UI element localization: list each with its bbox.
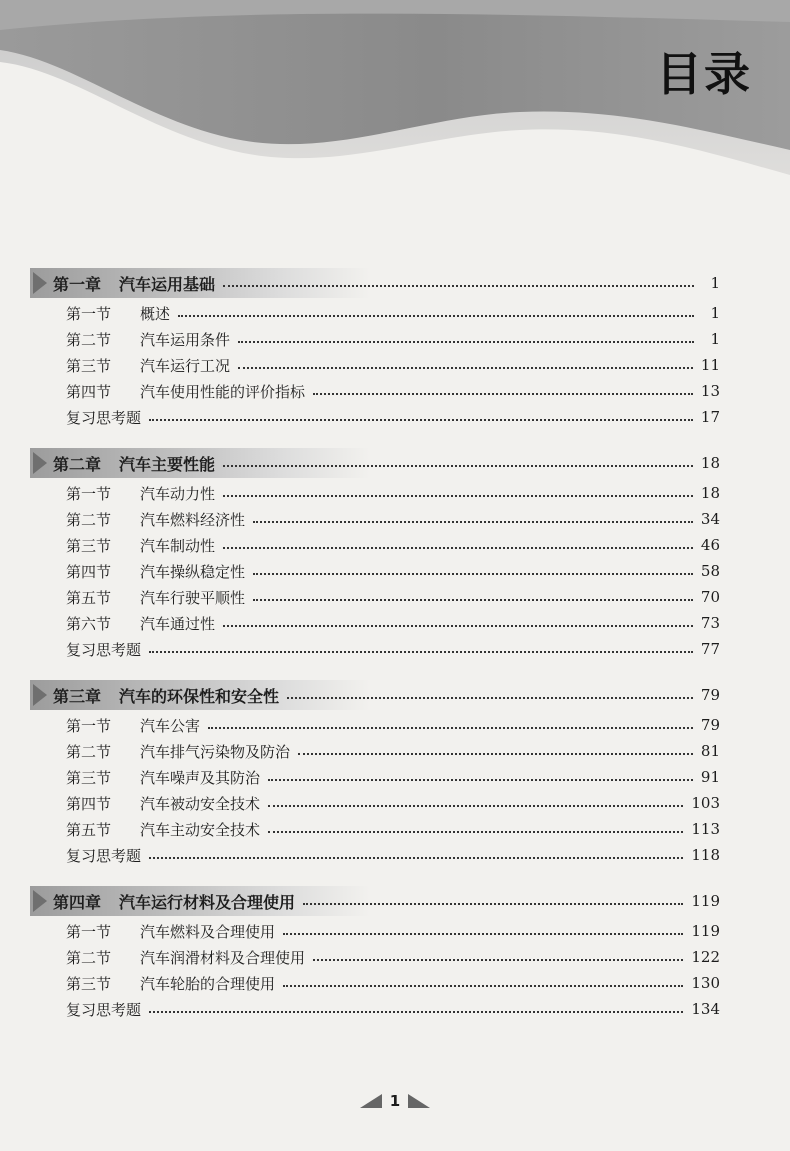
section-page-number: 1 — [710, 304, 720, 322]
review-questions-row — [66, 996, 720, 1022]
dot-leader — [287, 697, 693, 699]
chapter-number: 第二章 — [53, 454, 102, 474]
section-number: 第三节 — [66, 356, 112, 375]
section-number: 第一节 — [66, 304, 112, 323]
section-row — [66, 326, 720, 352]
section-number: 第二节 — [66, 948, 112, 967]
chapter-title: 汽车的环保性和安全性 — [119, 686, 280, 706]
dot-leader — [178, 315, 694, 317]
section-title: 汽车噪声及其防治 — [140, 768, 261, 787]
section-page-number: 70 — [700, 588, 720, 606]
chapter-heading-row — [30, 448, 720, 478]
dot-leader — [149, 857, 683, 859]
section-number: 第三节 — [66, 974, 112, 993]
section-title: 汽车运用条件 — [140, 330, 231, 349]
section-row — [66, 712, 720, 738]
chapter-arrow-icon — [33, 684, 47, 706]
section-page-number: 18 — [700, 484, 720, 502]
section-row — [66, 378, 720, 404]
section-row — [66, 790, 720, 816]
page-number: 1 — [389, 1092, 401, 1110]
section-list — [30, 918, 720, 1022]
section-page-number: 34 — [700, 510, 720, 528]
toc-chapter — [30, 886, 720, 1022]
section-number: 第三节 — [66, 536, 112, 555]
section-number: 第六节 — [66, 614, 112, 633]
section-row — [66, 970, 720, 996]
section-list — [30, 480, 720, 662]
review-page-number: 77 — [700, 640, 720, 658]
section-row — [66, 764, 720, 790]
section-page-number: 73 — [700, 614, 720, 632]
section-title: 汽车使用性能的评价指标 — [140, 382, 306, 401]
dot-leader — [238, 367, 693, 369]
section-number: 第三节 — [66, 768, 112, 787]
section-title: 汽车公害 — [140, 716, 201, 735]
section-number: 第四节 — [66, 382, 112, 401]
section-title: 汽车动力性 — [140, 484, 216, 503]
section-number: 第一节 — [66, 716, 112, 735]
section-page-number: 58 — [700, 562, 720, 580]
chapter-heading-row — [30, 680, 720, 710]
section-row — [66, 584, 720, 610]
dot-leader — [268, 779, 693, 781]
section-title: 汽车被动安全技术 — [140, 794, 261, 813]
review-questions-title: 复习思考题 — [66, 408, 142, 427]
section-page-number: 122 — [691, 948, 720, 966]
section-page-number: 103 — [691, 794, 720, 812]
dot-leader — [238, 341, 694, 343]
review-questions-row — [66, 404, 720, 430]
section-page-number: 11 — [700, 356, 720, 374]
dot-leader — [283, 933, 683, 935]
dot-leader — [313, 393, 693, 395]
chapter-page-number: 18 — [700, 454, 720, 472]
footer-left-triangle-icon — [360, 1094, 382, 1108]
dot-leader — [268, 805, 683, 807]
page-title: 目录 — [656, 47, 752, 101]
chapter-arrow-icon — [33, 452, 47, 474]
section-row — [66, 532, 720, 558]
dot-leader — [253, 599, 693, 601]
section-page-number: 113 — [691, 820, 720, 838]
section-number: 第四节 — [66, 562, 112, 581]
section-row — [66, 610, 720, 636]
dot-leader — [313, 959, 683, 961]
dot-leader — [223, 547, 693, 549]
review-page-number: 134 — [691, 1000, 720, 1018]
chapter-page-number: 1 — [710, 274, 720, 292]
section-number: 第五节 — [66, 588, 112, 607]
toc-chapter — [30, 680, 720, 868]
section-row — [66, 944, 720, 970]
section-title: 汽车主动安全技术 — [140, 820, 261, 839]
section-title: 汽车通过性 — [140, 614, 216, 633]
chapter-page-number: 79 — [700, 686, 720, 704]
dot-leader — [283, 985, 683, 987]
dot-leader — [268, 831, 683, 833]
section-number: 第五节 — [66, 820, 112, 839]
toc-chapter — [30, 268, 720, 430]
section-page-number: 81 — [700, 742, 720, 760]
review-questions-row — [66, 842, 720, 868]
dot-leader — [223, 465, 693, 467]
dot-leader — [253, 521, 693, 523]
chapter-arrow-icon — [33, 890, 47, 912]
section-number: 第一节 — [66, 484, 112, 503]
section-title: 汽车操纵稳定性 — [140, 562, 246, 581]
dot-leader — [223, 495, 693, 497]
dot-leader — [223, 285, 694, 287]
dot-leader — [303, 903, 683, 905]
chapter-page-number: 119 — [691, 892, 720, 910]
section-row — [66, 480, 720, 506]
chapter-heading-row — [30, 886, 720, 916]
review-questions-title: 复习思考题 — [66, 846, 142, 865]
review-page-number: 118 — [691, 846, 720, 864]
table-of-contents — [30, 268, 720, 1040]
dot-leader — [223, 625, 693, 627]
section-page-number: 119 — [691, 922, 720, 940]
review-questions-title: 复习思考题 — [66, 1000, 142, 1019]
section-title: 汽车制动性 — [140, 536, 216, 555]
section-title: 汽车排气污染物及防治 — [140, 742, 291, 761]
section-row — [66, 918, 720, 944]
page-footer — [0, 1092, 790, 1110]
section-page-number: 1 — [710, 330, 720, 348]
section-page-number: 91 — [700, 768, 720, 786]
section-number: 第二节 — [66, 510, 112, 529]
toc-chapter — [30, 448, 720, 662]
section-title: 汽车润滑材料及合理使用 — [140, 948, 306, 967]
section-page-number: 13 — [700, 382, 720, 400]
chapter-title: 汽车运用基础 — [119, 274, 216, 294]
chapter-title: 汽车运行材料及合理使用 — [119, 892, 296, 912]
dot-leader — [149, 1011, 683, 1013]
review-questions-title: 复习思考题 — [66, 640, 142, 659]
chapter-number: 第四章 — [53, 892, 102, 912]
section-row — [66, 816, 720, 842]
section-number: 第四节 — [66, 794, 112, 813]
section-list — [30, 300, 720, 430]
section-row — [66, 300, 720, 326]
section-number: 第二节 — [66, 742, 112, 761]
section-row — [66, 352, 720, 378]
section-page-number: 79 — [700, 716, 720, 734]
section-row — [66, 738, 720, 764]
chapter-number: 第一章 — [53, 274, 102, 294]
section-title: 概述 — [140, 304, 171, 323]
chapter-arrow-icon — [33, 272, 47, 294]
section-row — [66, 506, 720, 532]
section-number: 第二节 — [66, 330, 112, 349]
section-page-number: 130 — [691, 974, 720, 992]
section-number: 第一节 — [66, 922, 112, 941]
chapter-number: 第三章 — [53, 686, 102, 706]
chapter-heading-row — [30, 268, 720, 298]
section-page-number: 46 — [700, 536, 720, 554]
section-title: 汽车燃料经济性 — [140, 510, 246, 529]
footer-right-triangle-icon — [408, 1094, 430, 1108]
dot-leader — [149, 651, 693, 653]
review-questions-row — [66, 636, 720, 662]
section-title: 汽车行驶平顺性 — [140, 588, 246, 607]
dot-leader — [208, 727, 693, 729]
section-title: 汽车轮胎的合理使用 — [140, 974, 276, 993]
section-title: 汽车运行工况 — [140, 356, 231, 375]
dot-leader — [298, 753, 693, 755]
section-title: 汽车燃料及合理使用 — [140, 922, 276, 941]
section-row — [66, 558, 720, 584]
chapter-title: 汽车主要性能 — [119, 454, 216, 474]
dot-leader — [253, 573, 693, 575]
review-page-number: 17 — [700, 408, 720, 426]
dot-leader — [149, 419, 693, 421]
section-list — [30, 712, 720, 868]
